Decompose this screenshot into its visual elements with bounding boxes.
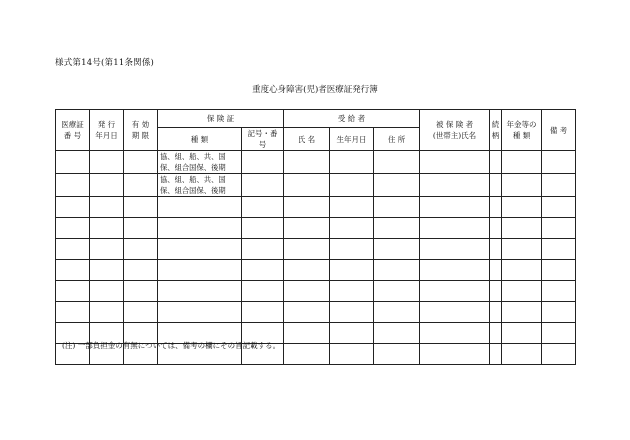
page-title: 重度心身障害(児)者医療証発行簿 (252, 85, 378, 95)
birth-date-cell (330, 239, 374, 260)
symbol-number-cell (242, 174, 284, 197)
pension-type-cell (502, 174, 542, 197)
insured-person-cell (420, 302, 490, 323)
header-insurance-card: 保 険 証 (158, 110, 284, 128)
remarks-cell (542, 260, 576, 281)
insurance-type-cell (158, 197, 242, 218)
insurance-type-options-line2: 保、組合国保、後期 (160, 163, 226, 172)
insurance-type-cell (158, 174, 242, 197)
address-cell (374, 174, 420, 197)
insured-person-cell (420, 323, 490, 344)
remarks-cell (542, 151, 576, 174)
remarks-cell (542, 239, 576, 260)
valid-until-cell (124, 302, 158, 323)
remarks-cell (542, 323, 576, 344)
valid-until-cell (124, 174, 158, 197)
symbol-number-cell (242, 218, 284, 239)
symbol-number-cell (242, 302, 284, 323)
insurance-type-options-line1: 協、組、船、共、国 (160, 175, 226, 184)
symbol-number-cell (242, 197, 284, 218)
table-row (56, 218, 576, 239)
insured-person-cell (420, 151, 490, 174)
issue-date-cell (90, 260, 124, 281)
birth-date-cell (330, 197, 374, 218)
insurance-type-cell (158, 239, 242, 260)
relationship-cell (490, 151, 502, 174)
address-cell (374, 260, 420, 281)
address-cell (374, 281, 420, 302)
pension-type-cell (502, 218, 542, 239)
relationship-cell (490, 197, 502, 218)
issue-date-cell (90, 197, 124, 218)
symbol-number-cell (242, 239, 284, 260)
insurance-type-options-line1: 協、組、船、共、国 (160, 152, 226, 161)
header-recipient-name: 氏 名 (284, 128, 330, 151)
recipient-name-cell (284, 323, 330, 344)
insured-person-cell (420, 260, 490, 281)
valid-until-cell (124, 151, 158, 174)
recipient-name-cell (284, 174, 330, 197)
insured-person-cell (420, 344, 490, 365)
remarks-cell (542, 344, 576, 365)
header-cert-number: 医療証 番 号 (56, 110, 90, 151)
birth-date-cell (330, 260, 374, 281)
recipient-name-cell (284, 281, 330, 302)
symbol-number-cell (242, 151, 284, 174)
table-row (56, 151, 576, 174)
cert-number-cell (56, 197, 90, 218)
issue-date-cell (90, 281, 124, 302)
insurance-type-cell (158, 281, 242, 302)
header-recipient: 受 給 者 (284, 110, 420, 128)
insurance-type-cell (158, 302, 242, 323)
valid-until-cell (124, 281, 158, 302)
table-row (56, 174, 576, 197)
insured-person-cell (420, 218, 490, 239)
issue-date-cell (90, 302, 124, 323)
cert-number-cell (56, 151, 90, 174)
symbol-number-cell (242, 260, 284, 281)
header-birth-date: 生年月日 (330, 128, 374, 151)
recipient-name-cell (284, 302, 330, 323)
cert-number-cell (56, 302, 90, 323)
footnote: (注) 一部負担金の有無については、備考の欄にその旨記載する。 (62, 341, 281, 350)
recipient-name-cell (284, 218, 330, 239)
valid-until-cell (124, 218, 158, 239)
insured-person-cell (420, 239, 490, 260)
valid-until-cell (124, 197, 158, 218)
recipient-name-cell (284, 197, 330, 218)
insurance-type-cell (158, 151, 242, 174)
cert-number-cell (56, 260, 90, 281)
recipient-name-cell (284, 239, 330, 260)
table-row (56, 281, 576, 302)
relationship-cell (490, 323, 502, 344)
address-cell (374, 239, 420, 260)
insurance-type-cell (158, 218, 242, 239)
pension-type-cell (502, 323, 542, 344)
birth-date-cell (330, 218, 374, 239)
remarks-cell (542, 281, 576, 302)
header-valid-until: 有 効 期 限 (124, 110, 158, 151)
remarks-cell (542, 197, 576, 218)
relationship-cell (490, 218, 502, 239)
register-table (55, 109, 576, 365)
issue-date-cell (90, 218, 124, 239)
cert-number-cell (56, 239, 90, 260)
cert-number-cell (56, 281, 90, 302)
issue-date-cell (90, 239, 124, 260)
address-cell (374, 151, 420, 174)
birth-date-cell (330, 174, 374, 197)
valid-until-cell (124, 239, 158, 260)
header-insured-person: 被 保 険 者 (世帯主)氏名 (420, 110, 490, 151)
pension-type-cell (502, 260, 542, 281)
address-cell (374, 344, 420, 365)
valid-until-cell (124, 260, 158, 281)
insurance-type-options-line2: 保、組合国保、後期 (160, 186, 226, 195)
cert-number-cell (56, 218, 90, 239)
recipient-name-cell (284, 151, 330, 174)
pension-type-cell (502, 239, 542, 260)
recipient-name-cell (284, 344, 330, 365)
table-row (56, 302, 576, 323)
pension-type-cell (502, 344, 542, 365)
table-row (56, 260, 576, 281)
relationship-cell (490, 239, 502, 260)
insurance-type-cell (158, 260, 242, 281)
issue-date-cell (90, 151, 124, 174)
header-pension-type: 年金等の 種 類 (502, 110, 542, 151)
birth-date-cell (330, 281, 374, 302)
birth-date-cell (330, 323, 374, 344)
header-insurance-type: 種 類 (158, 128, 242, 151)
issue-date-cell (90, 174, 124, 197)
insured-person-cell (420, 197, 490, 218)
recipient-name-cell (284, 260, 330, 281)
pension-type-cell (502, 197, 542, 218)
pension-type-cell (502, 302, 542, 323)
pension-type-cell (502, 151, 542, 174)
relationship-cell (490, 174, 502, 197)
table-row (56, 197, 576, 218)
remarks-cell (542, 302, 576, 323)
address-cell (374, 302, 420, 323)
birth-date-cell (330, 302, 374, 323)
header-remarks: 備 考 (542, 110, 576, 151)
header-symbol-number: 記号・番 号 (242, 128, 284, 151)
address-cell (374, 218, 420, 239)
insured-person-cell (420, 174, 490, 197)
address-cell (374, 323, 420, 344)
relationship-cell (490, 260, 502, 281)
header-address: 住 所 (374, 128, 420, 151)
birth-date-cell (330, 151, 374, 174)
remarks-cell (542, 174, 576, 197)
relationship-cell (490, 344, 502, 365)
relationship-cell (490, 281, 502, 302)
remarks-cell (542, 218, 576, 239)
birth-date-cell (330, 344, 374, 365)
table-row (56, 239, 576, 260)
header-issue-date: 発 行 年月日 (90, 110, 124, 151)
insured-person-cell (420, 281, 490, 302)
symbol-number-cell (242, 281, 284, 302)
cert-number-cell (56, 174, 90, 197)
address-cell (374, 197, 420, 218)
pension-type-cell (502, 281, 542, 302)
relationship-cell (490, 302, 502, 323)
header-relationship: 続 柄 (490, 110, 502, 151)
form-number: 様式第14号(第11条関係) (55, 58, 155, 68)
